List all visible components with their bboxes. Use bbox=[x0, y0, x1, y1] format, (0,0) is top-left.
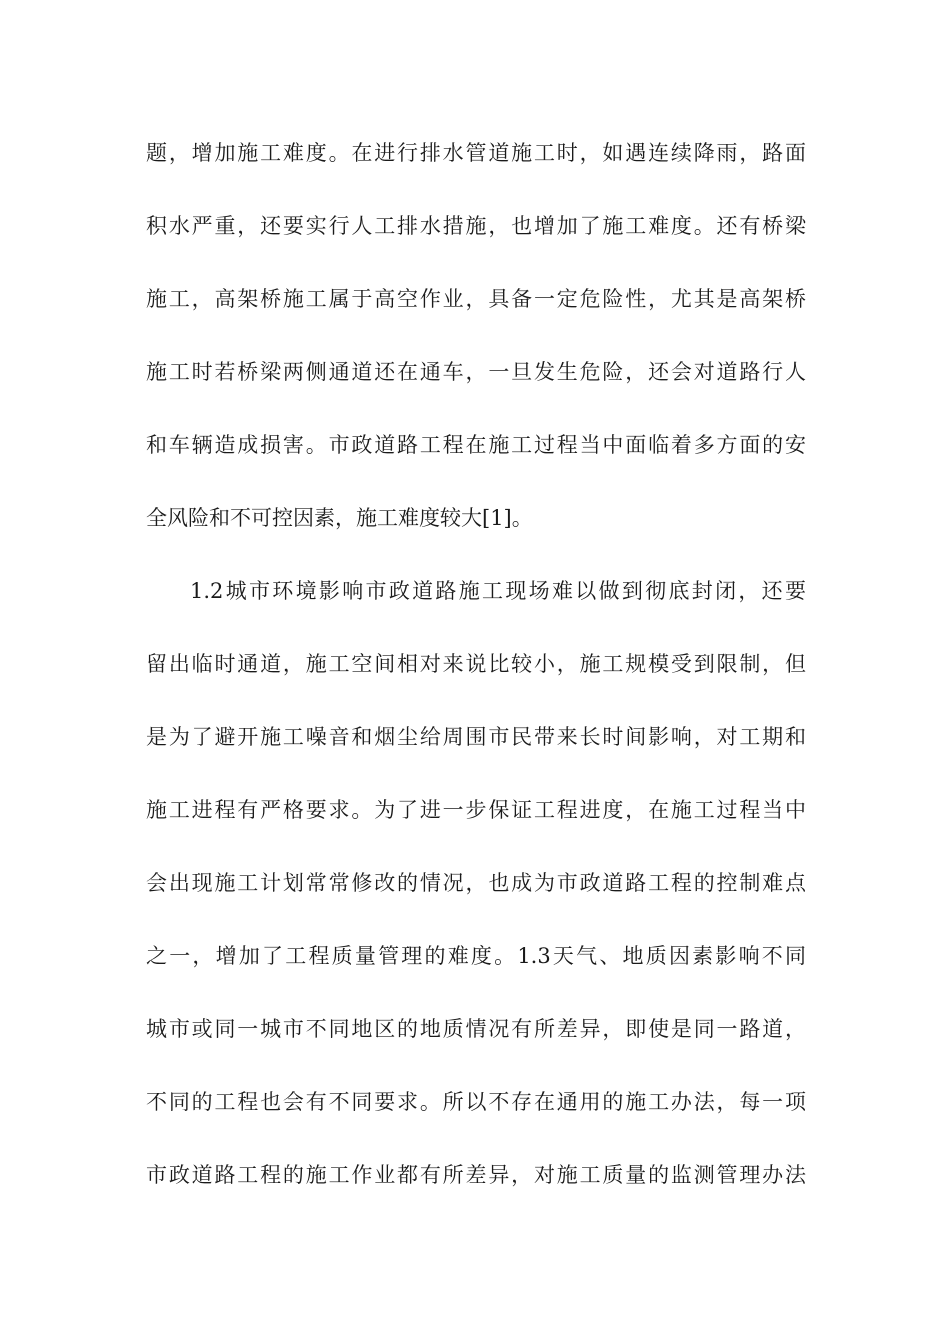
text-line: 之一，增加了工程质量管理的难度。1.3天气、地质因素影响不同 bbox=[146, 944, 806, 968]
text-line: 施工，高架桥施工属于高空作业，具备一定危险性，尤其是高架桥 bbox=[146, 287, 806, 311]
text-line: 全风险和不可控因素，施工难度较大[1]。 bbox=[146, 506, 533, 530]
text-line: 施工时若桥梁两侧通道还在通车，一旦发生危险，还会对道路行人 bbox=[146, 360, 806, 384]
text-line: 是为了避开施工噪音和烟尘给周围市民带来长时间影响，对工期和 bbox=[146, 725, 806, 749]
text-line: 1.2城市环境影响市政道路施工现场难以做到彻底封闭，还要 bbox=[190, 579, 806, 603]
text-line: 和车辆造成损害。市政道路工程在施工过程当中面临着多方面的安 bbox=[146, 433, 806, 457]
text-line: 题，增加施工难度。在进行排水管道施工时，如遇连续降雨，路面 bbox=[146, 141, 806, 165]
text-line: 积水严重，还要实行人工排水措施，也增加了施工难度。还有桥梁 bbox=[146, 214, 806, 238]
text-line: 留出临时通道，施工空间相对来说比较小，施工规模受到限制，但 bbox=[146, 652, 806, 676]
text-line: 市政道路工程的施工作业都有所差异，对施工质量的监测管理办法 bbox=[146, 1163, 806, 1187]
text-line: 城市或同一城市不同地区的地质情况有所差异，即使是同一路道， bbox=[146, 1017, 806, 1041]
text-line: 会出现施工计划常常修改的情况，也成为市政道路工程的控制难点 bbox=[146, 871, 806, 895]
text-line: 不同的工程也会有不同要求。所以不存在通用的施工办法，每一项 bbox=[146, 1090, 806, 1114]
text-line: 施工进程有严格要求。为了进一步保证工程进度，在施工过程当中 bbox=[146, 798, 806, 822]
